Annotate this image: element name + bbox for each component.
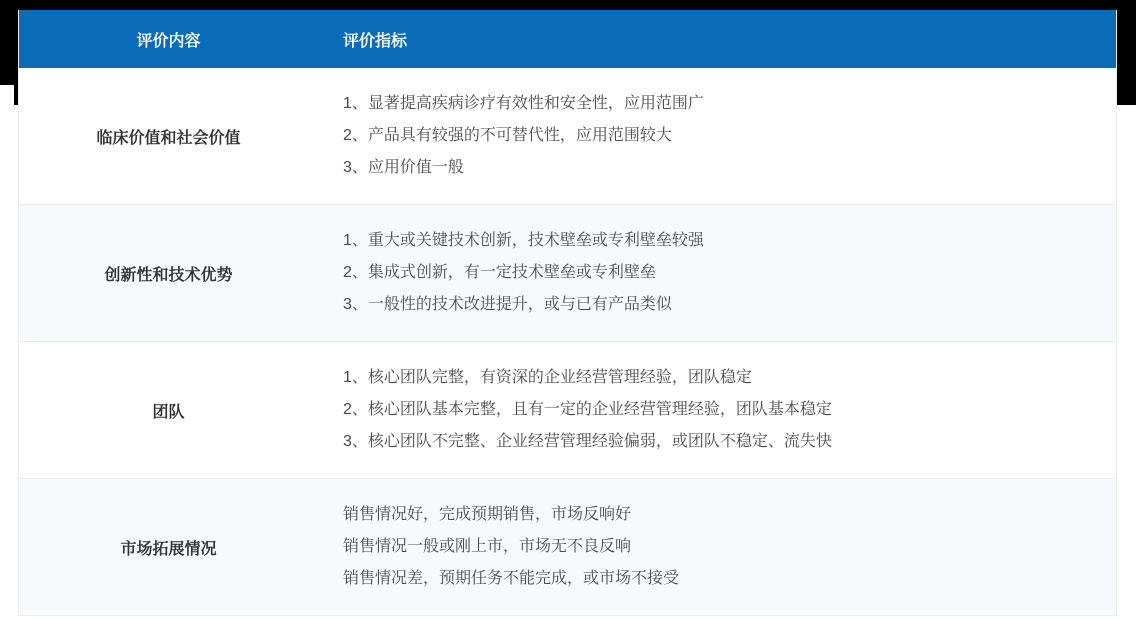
indicator-line: 2、核心团队基本完整，且有一定的企业经营管理经验，团队基本稳定	[343, 401, 832, 418]
row-category: 团队	[152, 403, 185, 421]
screen-edge-left	[0, 0, 18, 85]
screen-edge-right	[1117, 0, 1136, 105]
indicator-line: 1、核心团队完整，有资深的企业经营管理经验，团队稳定	[343, 369, 752, 386]
table-row	[19, 342, 1116, 479]
indicator-line: 1、显著提高疾病诊疗有效性和安全性，应用范围广	[343, 95, 704, 112]
indicator-line: 销售情况差，预期任务不能完成，或市场不接受	[343, 570, 680, 587]
indicator-line: 3、核心团队不完整、企业经营管理经验偏弱，或团队不稳定、流失快	[343, 433, 832, 450]
indicator-line: 2、产品具有较强的不可替代性，应用范围较大	[343, 127, 672, 144]
row-category: 临床价值和社会价值	[96, 129, 241, 147]
table-header	[19, 10, 1116, 68]
row-indicators	[318, 88, 1116, 184]
row-indicators	[318, 362, 1116, 458]
row-category: 市场拓展情况	[120, 540, 217, 558]
indicator-line: 1、重大或关键技术创新，技术壁垒或专利壁垒较强	[343, 232, 704, 249]
indicator-line: 销售情况一般或刚上市，市场无不良反响	[343, 538, 632, 555]
header-cell-evaluation-indicator: 评价指标	[343, 32, 408, 50]
row-category: 创新性和技术优势	[104, 266, 233, 284]
evaluation-table	[18, 10, 1117, 616]
indicator-line: 2、集成式创新，有一定技术壁垒或专利壁垒	[343, 264, 656, 281]
screen-edge-top	[0, 0, 1136, 10]
table-row	[19, 479, 1116, 616]
indicator-line: 3、一般性的技术改进提升，或与已有产品类似	[343, 296, 672, 313]
indicator-line: 销售情况好，完成预期销售，市场反响好	[343, 506, 632, 523]
table-row	[19, 205, 1116, 342]
row-indicators	[318, 225, 1116, 321]
header-cell-evaluation-content: 评价内容	[136, 32, 201, 50]
row-indicators	[318, 499, 1116, 595]
indicator-line: 3、应用价值一般	[343, 159, 464, 176]
table-row	[19, 68, 1116, 205]
